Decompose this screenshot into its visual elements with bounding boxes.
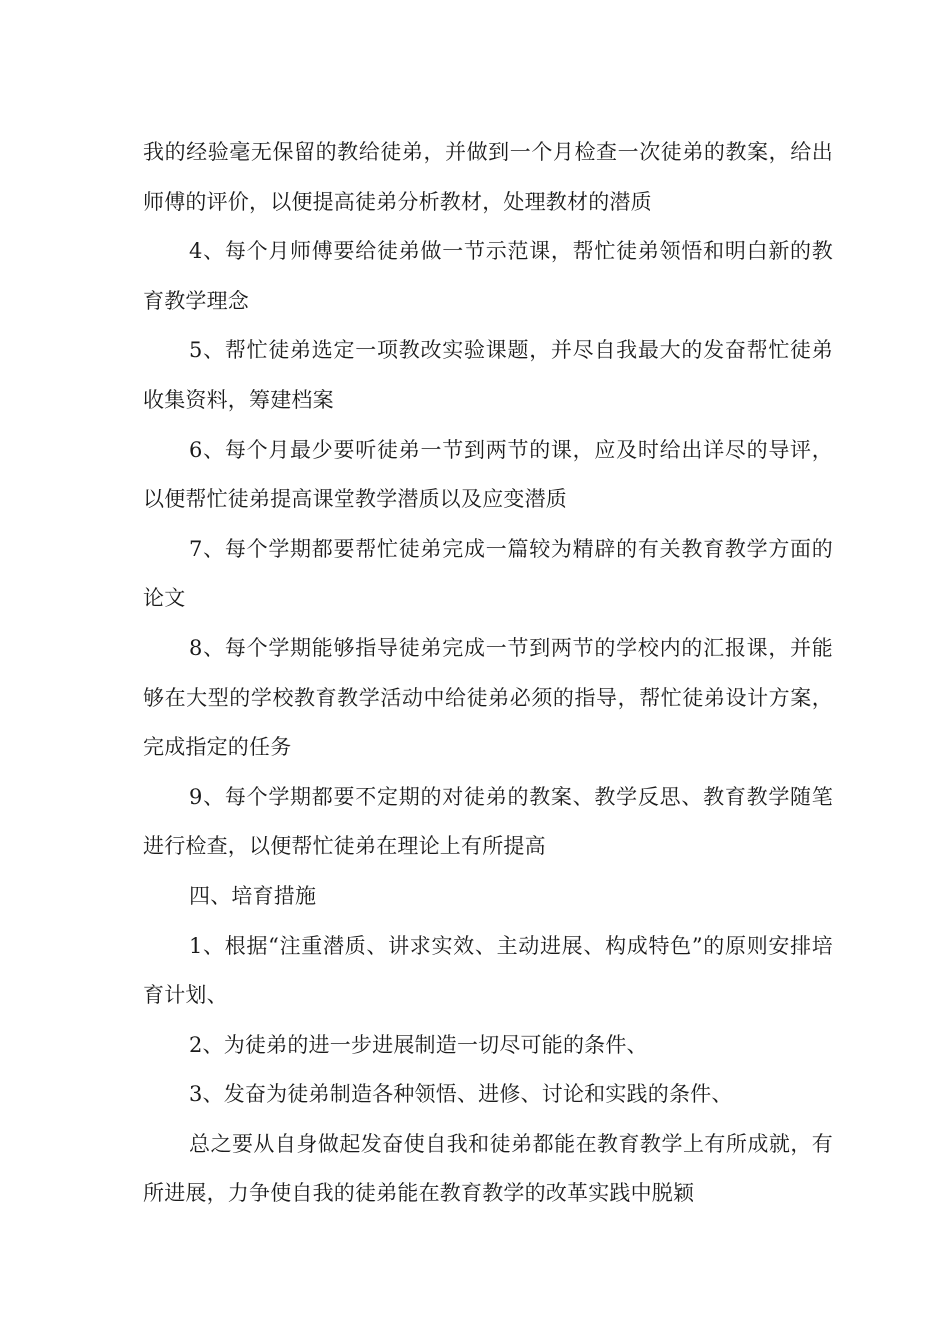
measure-item-2: 2、为徒弟的进一步进展制造一切尽可能的条件、 [189, 1032, 648, 1057]
paragraph-1: 我的经验毫无保留的教给徒弟，并做到一个月检查一次徒弟的教案，给出师傅的评价，以便提高徒弟分析教材，处理教材的潜质 [143, 140, 833, 214]
paragraph-item-4: 4、每个月师傅要给徒弟做一节示范课，帮忙徒弟领悟和明白新的教育教学理念 [143, 239, 833, 313]
paragraph-item-8: 8、每个学期能够指导徒弟完成一节到两节的学校内的汇报课，并能够在大型的学校教育教学活动中给徒弟必须的指导，帮忙徒弟设计方案，完成指定的任务 [143, 635, 833, 760]
paragraph-item-6: 6、每个月最少要听徒弟一节到两节的课，应及时给出详尽的导评，以便帮忙徒弟提高课堂教学潜质以及应变潜质 [143, 437, 833, 512]
measure-item-1: 1、根据“注重潜质、讲求实效、主动进展、构成特色”的原则安排培育计划、 [143, 933, 833, 1008]
paragraph-item-9: 9、每个学期都要不定期的对徒弟的教案、教学反思、教育教学随笔进行检查，以便帮忙徒弟在理论上有所提高 [143, 784, 833, 859]
summary-paragraph: 总之要从自身做起发奋使自我和徒弟都能在教育教学上有所成就，有所进展，力争使自我的徒弟能在教育教学的改革实践中脱颖 [143, 1131, 833, 1206]
section-heading-measures: 四、培育措施 [189, 883, 317, 908]
document-page [143, 128, 833, 1219]
paragraph-item-7: 7、每个学期都要帮忙徒弟完成一篇较为精辟的有关教育教学方面的论文 [143, 536, 833, 611]
paragraph-item-5: 5、帮忙徒弟选定一项教改实验课题，并尽自我最大的发奋帮忙徒弟收集资料，筹建档案 [143, 338, 833, 412]
measure-item-3: 3、发奋为徒弟制造各种领悟、进修、讨论和实践的条件、 [189, 1082, 733, 1107]
